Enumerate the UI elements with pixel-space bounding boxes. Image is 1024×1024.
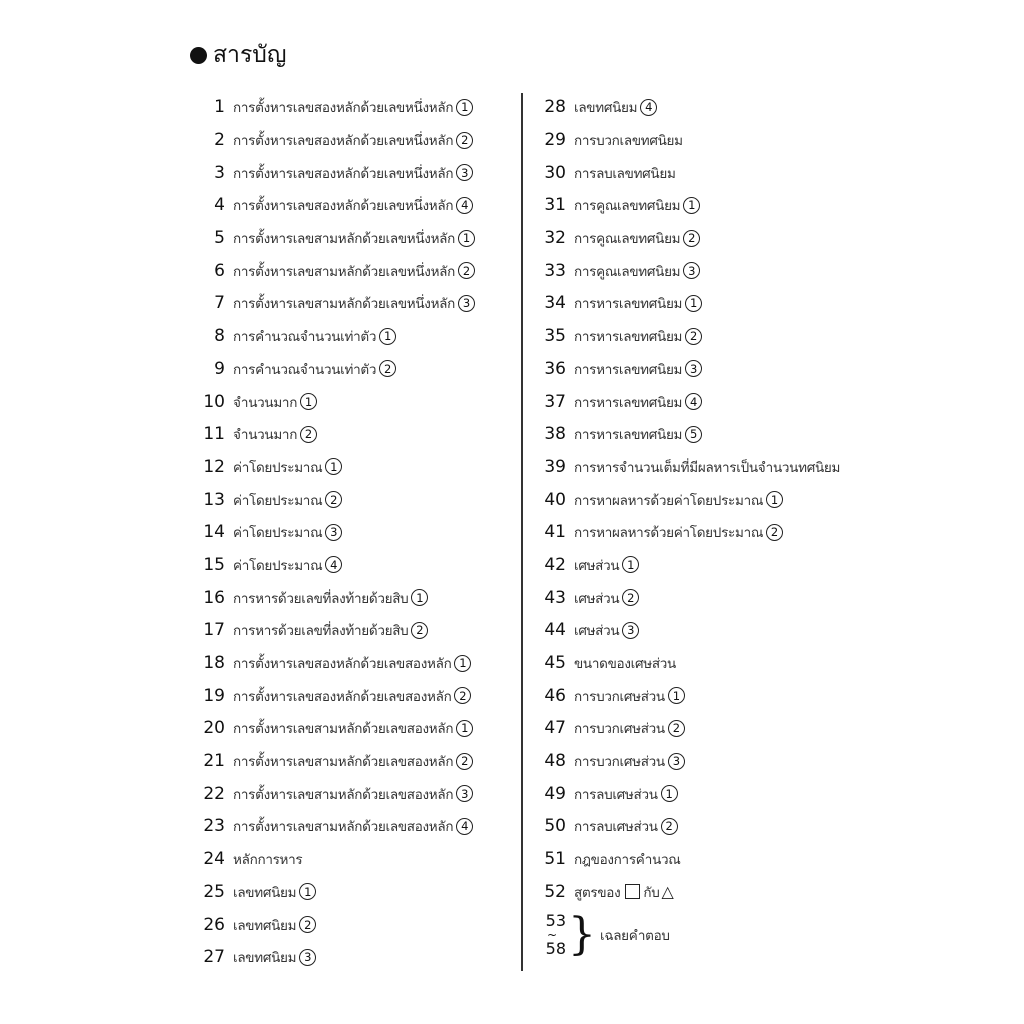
circled-number-badge: 3	[325, 524, 342, 541]
toc-entry-title: การคูณเลขทศนิยม	[574, 263, 681, 280]
toc-entry-number: 51	[544, 849, 566, 870]
circled-number-badge: 1	[454, 655, 471, 672]
toc-entry-50[interactable]	[536, 810, 840, 843]
toc-entry-10[interactable]	[195, 385, 475, 418]
toc-entry-number: 34	[544, 293, 566, 314]
toc-entry-48[interactable]	[536, 745, 840, 778]
toc-entry-35[interactable]	[536, 320, 840, 353]
circled-number-badge: 3	[456, 785, 473, 802]
toc-entry-41[interactable]	[536, 516, 840, 549]
toc-entry-number: 25	[203, 881, 225, 902]
toc-entry-number: 20	[203, 718, 225, 739]
toc-entry-title: การตั้งหารเลขสองหลักด้วยเลขสองหลัก	[233, 688, 452, 705]
toc-entry-number: 6	[214, 260, 225, 281]
toc-entry-number: 4	[214, 195, 225, 216]
toc-entry-answers[interactable]	[536, 909, 840, 961]
toc-entry-number: 22	[203, 783, 225, 804]
toc-entry-title: การตั้งหารเลขสามหลักด้วยเลขหนึ่งหลัก	[233, 296, 456, 313]
toc-entry-number: 15	[203, 554, 225, 575]
toc-entry-number: 49	[544, 783, 566, 804]
toc-entry-title: การคำนวณจำนวนเท่าตัว	[233, 361, 377, 378]
toc-entry-38[interactable]	[536, 418, 840, 451]
toc-entry-number: 14	[203, 522, 225, 543]
bullet-dot-icon	[190, 47, 207, 64]
toc-entry-number: 13	[203, 489, 225, 510]
toc-entry-12[interactable]	[195, 451, 475, 484]
toc-entry-9[interactable]	[195, 353, 475, 386]
toc-entry-title: การตั้งหารเลขสองหลักด้วยเลขหนึ่งหลัก	[233, 198, 454, 215]
circled-number-badge: 1	[299, 883, 316, 900]
toc-entry-title: การตั้งหารเลขสามหลักด้วยเลขสองหลัก	[233, 754, 454, 771]
circled-number-badge: 4	[325, 556, 342, 573]
toc-entry-number: 44	[544, 620, 566, 641]
circled-number-badge: 2	[456, 753, 473, 770]
toc-entry-number: 5	[214, 228, 225, 249]
toc-entry-title: การบวกเศษส่วน	[574, 754, 665, 771]
toc-entry-title: การคูณเลขทศนิยม	[574, 231, 681, 248]
toc-entry-number: 18	[203, 653, 225, 674]
toc-entry-number: 8	[214, 326, 225, 347]
toc-entry-number: 41	[544, 522, 566, 543]
toc-entry-title: การหารด้วยเลขที่ลงท้ายด้วยสิบ	[233, 623, 409, 640]
toc-entry-number: 35	[544, 326, 566, 347]
toc-entry-title: การตั้งหารเลขสามหลักด้วยเลขสองหลัก	[233, 786, 454, 803]
circled-number-badge: 1	[300, 393, 317, 410]
toc-entry-40[interactable]	[536, 483, 840, 516]
circled-number-badge: 4	[640, 99, 657, 116]
toc-entry-15[interactable]	[195, 549, 475, 582]
toc-entry-32[interactable]	[536, 222, 840, 255]
toc-entry-title: การหารเลขทศนิยม	[574, 361, 683, 378]
toc-entry-title: การตั้งหารเลขสองหลักด้วยเลขหนึ่งหลัก	[233, 100, 454, 117]
toc-entry-8[interactable]	[195, 320, 475, 353]
toc-entry-title: เศษส่วน	[574, 590, 620, 607]
toc-entry-number: 12	[203, 456, 225, 477]
circled-number-badge: 5	[685, 426, 702, 443]
circled-number-badge: 1	[622, 556, 639, 573]
circled-number-badge: 2	[668, 720, 685, 737]
toc-entry-title: การหารเลขทศนิยม	[574, 296, 683, 313]
column-divider	[521, 93, 523, 971]
toc-entry-title: เลขทศนิยม	[233, 917, 297, 934]
toc-entry-11[interactable]	[195, 418, 475, 451]
circled-number-badge: 2	[683, 230, 700, 247]
toc-entry-51[interactable]	[536, 843, 840, 876]
toc-entry-title: ค่าโดยประมาณ	[233, 557, 323, 574]
toc-entry-45[interactable]	[536, 647, 840, 680]
page-title-text: สารบัญ	[213, 42, 287, 68]
toc-entry-33[interactable]	[536, 254, 840, 287]
toc-entry-title: การลบเศษส่วน	[574, 819, 658, 836]
circled-number-badge: 4	[685, 393, 702, 410]
circled-number-badge: 1	[379, 328, 396, 345]
answer-range-start: 53	[545, 911, 566, 931]
square-shape-icon	[625, 884, 640, 899]
toc-entry-title: ขนาดของเศษส่วน	[574, 656, 676, 673]
toc-entry-6[interactable]	[195, 254, 475, 287]
toc-entry-42[interactable]	[536, 549, 840, 582]
toc-entry-title: ค่าโดยประมาณ	[233, 492, 323, 509]
toc-entry-title: การตั้งหารเลขสองหลักด้วยเลขหนึ่งหลัก	[233, 133, 454, 150]
toc-entry-21[interactable]	[195, 745, 475, 778]
toc-entry-number: 16	[203, 587, 225, 608]
toc-entry-number: 21	[203, 751, 225, 772]
toc-entry-title: กฎของการคำนวณ	[574, 852, 681, 869]
circled-number-badge: 1	[766, 491, 783, 508]
triangle-shape-icon: △	[661, 882, 674, 902]
toc-entry-37[interactable]	[536, 385, 840, 418]
toc-entry-title: การบวกเศษส่วน	[574, 688, 665, 705]
toc-entry-title: การหารจำนวนเต็มที่มีผลหารเป็นจำนวนทศนิยม	[574, 459, 841, 476]
answer-range	[536, 912, 566, 958]
toc-entry-title: เลขทศนิยม	[233, 884, 297, 901]
circled-number-badge: 4	[456, 197, 473, 214]
circled-number-badge: 1	[685, 295, 702, 312]
toc-entry-number: 47	[544, 718, 566, 739]
toc-entry-43[interactable]	[536, 581, 840, 614]
toc-entry-number: 38	[544, 424, 566, 445]
circled-number-badge: 2	[456, 132, 473, 149]
toc-entry-title: การหารด้วยเลขที่ลงท้ายด้วยสิบ	[233, 590, 409, 607]
toc-entry-title: การบวกเศษส่วน	[574, 721, 665, 738]
toc-entry-39[interactable]	[536, 451, 840, 484]
toc-entry-24[interactable]	[195, 843, 475, 876]
toc-entry-number: 39	[544, 456, 566, 477]
circled-number-badge: 2	[661, 818, 678, 835]
toc-entry-number: 26	[203, 914, 225, 935]
toc-entry-title: การหาผลหารด้วยค่าโดยประมาณ	[574, 492, 764, 509]
toc-entry-22[interactable]	[195, 777, 475, 810]
toc-entry-47[interactable]	[536, 712, 840, 745]
toc-entry-number: 52	[544, 881, 566, 902]
toc-entry-title: เศษส่วน	[574, 623, 620, 640]
toc-entry-title: หลักการหาร	[233, 852, 303, 869]
circled-number-badge: 1	[458, 230, 475, 247]
toc-right-column	[536, 91, 841, 961]
toc-entry-title: การตั้งหารเลขสองหลักด้วยเลขหนึ่งหลัก	[233, 165, 454, 182]
toc-entry-number: 36	[544, 358, 566, 379]
toc-entry-number: 40	[544, 489, 566, 510]
circled-number-badge: 1	[683, 197, 700, 214]
toc-entry-16[interactable]	[195, 581, 475, 614]
toc-entry-number: 9	[214, 358, 225, 379]
circled-number-badge: 3	[456, 164, 473, 181]
toc-entry-7[interactable]	[195, 287, 475, 320]
toc-entry-20[interactable]	[195, 712, 475, 745]
toc-entry-title: ค่าโดยประมาณ	[233, 459, 323, 476]
circled-number-badge: 2	[379, 360, 396, 377]
toc-entry-title: การบวกเลขทศนิยม	[574, 133, 683, 150]
toc-entry-number: 27	[203, 947, 225, 968]
toc-entry-number: 31	[544, 195, 566, 216]
circled-number-badge: 2	[622, 589, 639, 606]
toc-entry-title: เลขทศนิยม	[233, 950, 297, 967]
toc-entry-title: การตั้งหารเลขสามหลักด้วยเลขหนึ่งหลัก	[233, 263, 456, 280]
toc-entry-number: 24	[203, 849, 225, 870]
circled-number-badge: 2	[458, 262, 475, 279]
toc-entry-44[interactable]	[536, 614, 840, 647]
circled-number-badge: 1	[661, 785, 678, 802]
toc-entry-number: 29	[544, 130, 566, 151]
answer-title: เฉลยคำตอบ	[600, 928, 670, 945]
toc-entry-number: 28	[544, 97, 566, 118]
toc-entry-title-part2: กับ	[643, 884, 660, 901]
toc-entry-title: การหารเลขทศนิยม	[574, 329, 683, 346]
toc-entry-title: การลบเลขทศนิยม	[574, 165, 676, 182]
toc-entry-27[interactable]	[195, 941, 475, 974]
toc-entry-number: 1	[214, 97, 225, 118]
toc-entry-17[interactable]	[195, 614, 475, 647]
toc-entry-number: 48	[544, 751, 566, 772]
toc-entry-number: 17	[203, 620, 225, 641]
toc-entry-31[interactable]	[536, 189, 840, 222]
circled-number-badge: 1	[325, 458, 342, 475]
toc-entry-number: 3	[214, 162, 225, 183]
toc-entry-46[interactable]	[536, 679, 840, 712]
toc-entry-36[interactable]	[536, 353, 840, 386]
toc-entry-title: การคำนวณจำนวนเท่าตัว	[233, 329, 377, 346]
toc-entry-18[interactable]	[195, 647, 475, 680]
circled-number-badge: 2	[325, 491, 342, 508]
toc-entry-number: 11	[203, 424, 225, 445]
toc-entry-title: การตั้งหารเลขสองหลักด้วยเลขสองหลัก	[233, 656, 452, 673]
toc-entry-4[interactable]	[195, 189, 475, 222]
toc-entry-title: เลขทศนิยม	[574, 100, 638, 117]
toc-entry-number: 45	[544, 653, 566, 674]
circled-number-badge: 2	[411, 622, 428, 639]
toc-entry-title: ค่าโดยประมาณ	[233, 525, 323, 542]
toc-entry-title: การลบเศษส่วน	[574, 786, 658, 803]
toc-entry-3[interactable]	[195, 156, 475, 189]
toc-entry-number: 43	[544, 587, 566, 608]
circled-number-badge: 2	[300, 426, 317, 443]
circled-number-badge: 3	[668, 753, 685, 770]
toc-entry-number: 42	[544, 554, 566, 575]
right-brace-icon: }	[568, 909, 596, 961]
toc-entry-title: การตั้งหารเลขสามหลักด้วยเลขหนึ่งหลัก	[233, 231, 456, 248]
toc-entry-title: การหารเลขทศนิยม	[574, 427, 683, 444]
toc-entry-34[interactable]	[536, 287, 840, 320]
circled-number-badge: 1	[456, 99, 473, 116]
answer-range-tilde: ~	[546, 928, 557, 943]
toc-entry-14[interactable]	[195, 516, 475, 549]
circled-number-badge: 3	[458, 295, 475, 312]
toc-entry-title: เศษส่วน	[574, 557, 620, 574]
toc-entry-title: จำนวนมาก	[233, 427, 298, 444]
toc-entry-25[interactable]	[195, 876, 475, 909]
toc-entry-number: 23	[203, 816, 225, 837]
circled-number-badge: 3	[683, 262, 700, 279]
circled-number-badge: 2	[766, 524, 783, 541]
toc-entry-title: การหารเลขทศนิยม	[574, 394, 683, 411]
toc-entry-1[interactable]	[195, 91, 475, 124]
toc-entry-title: การตั้งหารเลขสามหลักด้วยเลขสองหลัก	[233, 819, 454, 836]
circled-number-badge: 1	[411, 589, 428, 606]
circled-number-badge: 1	[456, 720, 473, 737]
toc-entry-number: 32	[544, 228, 566, 249]
toc-entry-number: 37	[544, 391, 566, 412]
toc-entry-49[interactable]	[536, 777, 840, 810]
answer-range-end: 58	[545, 939, 566, 959]
toc-entry-29[interactable]	[536, 124, 840, 157]
toc-entry-52[interactable]	[536, 876, 840, 909]
toc-entry-28[interactable]	[536, 91, 840, 124]
circled-number-badge: 3	[622, 622, 639, 639]
toc-entry-30[interactable]	[536, 156, 840, 189]
toc-entry-number: 33	[544, 260, 566, 281]
toc-entry-number: 46	[544, 685, 566, 706]
toc-entry-13[interactable]	[195, 483, 475, 516]
toc-entry-number: 50	[544, 816, 566, 837]
toc-left-column	[195, 91, 475, 974]
circled-number-badge: 2	[299, 916, 316, 933]
toc-entry-number: 2	[214, 130, 225, 151]
toc-entry-title: สูตรของ	[574, 884, 621, 901]
toc-entry-number: 7	[214, 293, 225, 314]
toc-entry-number: 30	[544, 162, 566, 183]
toc-entry-title: จำนวนมาก	[233, 394, 298, 411]
toc-entry-19[interactable]	[195, 679, 475, 712]
toc-entry-title: การคูณเลขทศนิยม	[574, 198, 681, 215]
circled-number-badge: 4	[456, 818, 473, 835]
toc-entry-number: 19	[203, 685, 225, 706]
toc-entry-title: การหาผลหารด้วยค่าโดยประมาณ	[574, 525, 764, 542]
page-title	[190, 38, 287, 72]
circled-number-badge: 2	[454, 687, 471, 704]
circled-number-badge: 1	[668, 687, 685, 704]
circled-number-badge: 3	[685, 360, 702, 377]
circled-number-badge: 2	[685, 328, 702, 345]
toc-entry-title: การตั้งหารเลขสามหลักด้วยเลขสองหลัก	[233, 721, 454, 738]
circled-number-badge: 3	[299, 949, 316, 966]
toc-entry-23[interactable]	[195, 810, 475, 843]
toc-entry-2[interactable]	[195, 124, 475, 157]
toc-entry-number: 10	[203, 391, 225, 412]
toc-entry-5[interactable]	[195, 222, 475, 255]
toc-entry-26[interactable]	[195, 908, 475, 941]
